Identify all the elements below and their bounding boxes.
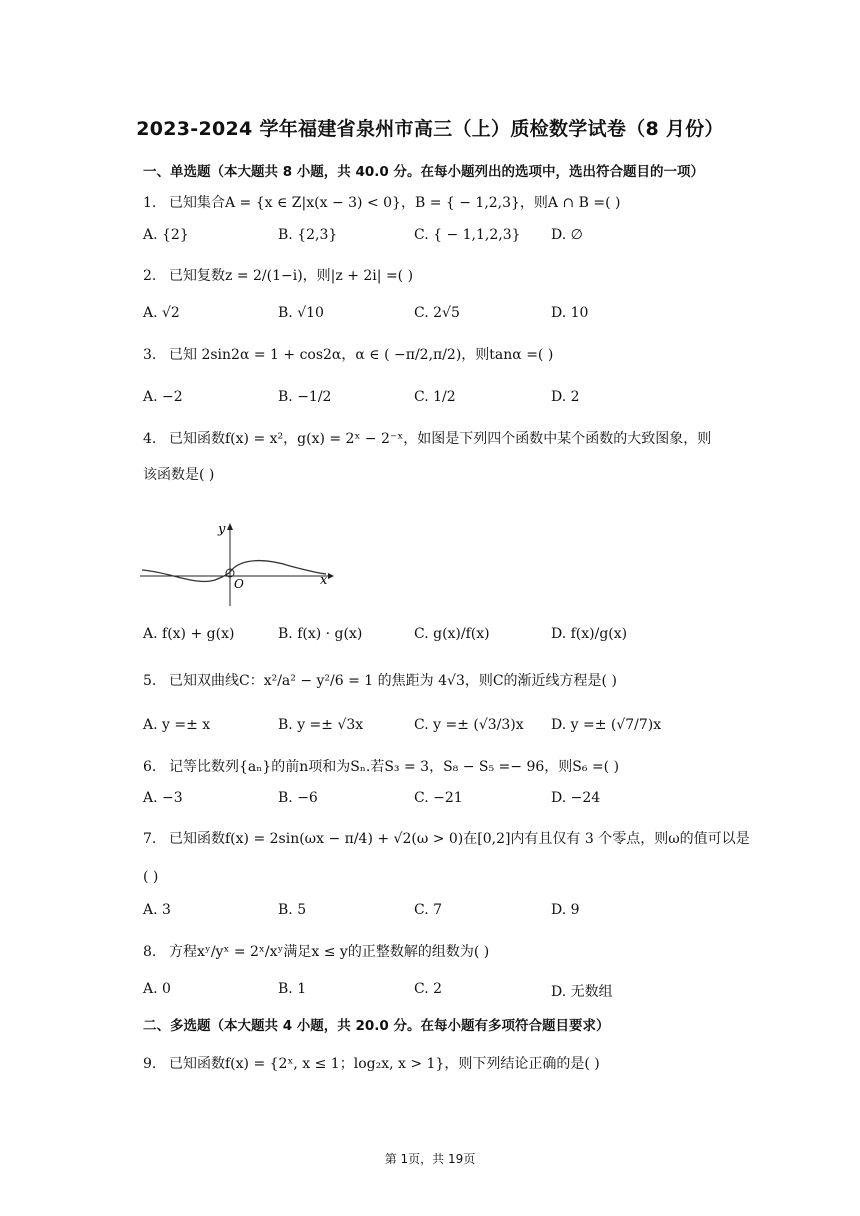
question-3 [143, 344, 553, 364]
x-axis-label: x [320, 573, 328, 588]
x-axis-arrow [328, 573, 334, 579]
question-text: 已知函数f(x) = x²，g(x) = 2ˣ − 2⁻ˣ，如图是下列四个函数中某个函数的大致图象，则 [169, 431, 712, 447]
option-d: D. 无数组 [551, 984, 613, 1000]
question-text: 已知复数z = 2/(1−i)，则|z + 2i| =( ) [169, 268, 414, 284]
page-title: 2023-2024 学年福建省泉州市高三（上）质检数学试卷（8 月份） [136, 118, 724, 140]
option-c: C. g(x)/f(x) [414, 626, 490, 642]
question-number: 3. [143, 347, 157, 363]
question-text: 已知 2sin2α = 1 + cos2α，α ∈ ( −π/2,π/2)，则tanα =( ) [169, 347, 554, 363]
question-9 [143, 1053, 600, 1073]
question-4-continued: 该函数是( ) [143, 467, 215, 483]
option-b: B. √10 [278, 305, 324, 321]
page-footer: 第 1页，共 19页 [384, 1152, 476, 1166]
option-b: B. −6 [278, 790, 318, 806]
option-c: C. 1/2 [414, 389, 456, 405]
option-d: D. 9 [551, 902, 580, 918]
origin-label: O [234, 577, 244, 591]
option-b: B. 1 [278, 981, 307, 997]
question-number: 5. [143, 673, 157, 689]
question-7 [143, 828, 750, 848]
question-7-continued: ( ) [143, 869, 159, 885]
option-a: A. {2} [143, 227, 189, 243]
option-d: D. 2 [551, 389, 580, 405]
function-graph [140, 518, 340, 608]
question-text: 方程xʸ/yˣ = 2ˣ/xʸ满足x ≤ y的正整数解的组数为( ) [169, 944, 490, 960]
section-heading-single-choice: 一、单选题（本大题共 8 小题，共 40.0 分。在每小题列出的选项中，选出符合题目的一项） [143, 164, 705, 180]
option-c: C. y =± (√3/3)x [414, 717, 524, 733]
option-c: C. 7 [414, 902, 443, 918]
y-axis-label: y [218, 522, 226, 537]
question-number: 6. [143, 759, 157, 775]
question-4 [143, 428, 711, 448]
question-text: 已知函数f(x) = 2sin(ωx − π/4) + √2(ω > 0)在[0,2]内有且仅有 3 个零点，则ω的值可以是 [169, 831, 750, 847]
option-a: A. −3 [143, 790, 183, 806]
option-a: A. 3 [143, 902, 171, 918]
question-text: 已知集合A = {x ∈ Z|x(x − 3) < 0}，B = { − 1,2,3}，则A ∩ B =( ) [169, 195, 621, 211]
y-axis-arrow [227, 523, 233, 530]
option-b: B. {2,3} [278, 227, 338, 243]
option-a: A. 0 [143, 981, 171, 997]
question-text: 已知函数f(x) = {2ˣ, x ≤ 1；log₂x, x > 1}，则下列结论正确的是( ) [169, 1056, 600, 1072]
question-number: 7. [143, 831, 157, 847]
section-heading-multi-choice: 二、多选题（本大题共 4 小题，共 20.0 分。在每小题有多项符合题目要求） [143, 1018, 610, 1034]
option-b: B. 5 [278, 902, 307, 918]
option-b: B. f(x) · g(x) [278, 626, 363, 642]
question-number: 4. [143, 431, 157, 447]
option-b: B. −1/2 [278, 389, 332, 405]
question-number: 1. [143, 195, 157, 211]
option-d: D. 10 [551, 305, 589, 321]
question-8 [143, 941, 489, 961]
question-text: 记等比数列{aₙ}的前n项和为Sₙ.若S₃ = 3，S₈ − S₅ =− 96，则S₆ =( ) [169, 759, 620, 775]
option-a: A. y =± x [143, 717, 211, 733]
option-d: D. ∅ [551, 227, 583, 243]
option-d: D. y =± (√7/7)x [551, 717, 662, 733]
question-number: 8. [143, 944, 157, 960]
option-c: C. 2 [414, 981, 443, 997]
question-1 [143, 192, 621, 212]
question-number: 9. [143, 1056, 157, 1072]
question-text: 已知双曲线C：x²/a² − y²/6 = 1 的焦距为 4√3，则C的渐近线方程是( ) [169, 673, 617, 689]
option-b: B. y =± √3x [278, 717, 364, 733]
option-a: A. √2 [143, 305, 180, 321]
question-5 [143, 670, 617, 690]
option-c: C. 2√5 [414, 305, 460, 321]
option-d: D. f(x)/g(x) [551, 626, 628, 642]
option-c: C. −21 [414, 790, 463, 806]
question-2 [143, 265, 413, 285]
option-a: A. f(x) + g(x) [143, 626, 235, 642]
option-a: A. −2 [143, 389, 183, 405]
option-c: C. { − 1,1,2,3} [414, 227, 521, 243]
question-6 [143, 756, 619, 776]
option-d: D. −24 [551, 790, 601, 806]
question-number: 2. [143, 268, 157, 284]
